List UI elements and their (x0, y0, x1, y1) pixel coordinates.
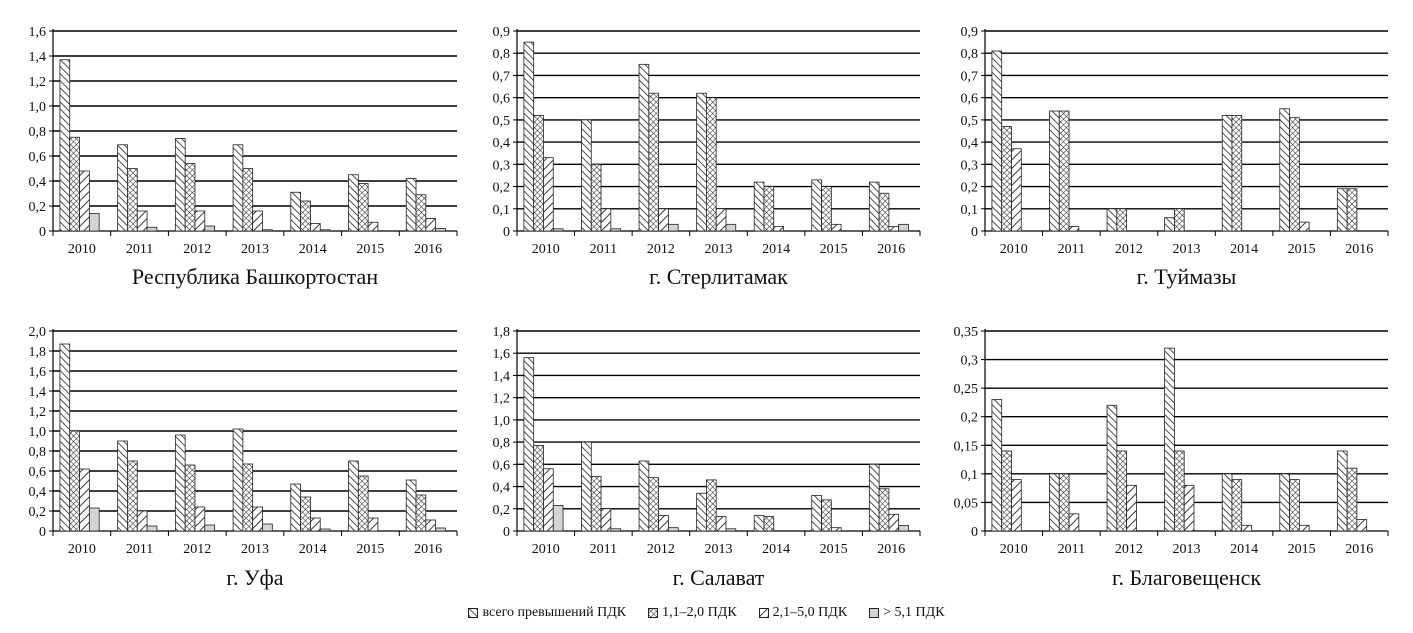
x-tick-label: 2016 (1345, 242, 1374, 257)
y-tick-label: 1,2 (492, 391, 510, 407)
y-tick-label: 0,2 (28, 505, 46, 520)
chart-title: Республика Башкортостан (131, 264, 379, 289)
bar-pdk-2-5-2013 (716, 209, 726, 231)
y-tick-label: 0,8 (492, 436, 510, 452)
legend-item-total (468, 605, 626, 621)
bar-pdk-2-5-2016 (889, 514, 899, 531)
y-tick-label: 0,7 (960, 69, 978, 85)
x-tick-label: 2011 (1057, 542, 1086, 557)
chart-title: г. Стерлитамак (649, 264, 788, 289)
y-tick-label: 0,5 (960, 113, 978, 129)
y-tick-label: 0,2 (28, 200, 46, 215)
legend-swatch-1-2-pdk (648, 608, 658, 618)
y-tick-label: 0,8 (28, 445, 46, 460)
x-tick-label: 2013 (241, 242, 269, 257)
chart-title: г. Благовещенск (1111, 565, 1262, 590)
bar-pdk-1-2-2016 (416, 195, 426, 231)
bar-pdk-over-5-2016 (899, 525, 909, 531)
bar-pdk-1-2-2015 (358, 184, 368, 232)
bar-total-2011 (118, 145, 128, 231)
y-tick-label: 0 (503, 525, 510, 540)
chart-title: г. Туймазы (1136, 264, 1237, 289)
y-tick-label: 1,4 (28, 50, 46, 65)
bar-total-2015 (1280, 474, 1290, 531)
bar-total-2012 (1107, 209, 1117, 231)
bar-pdk-1-2-2012 (1117, 451, 1127, 531)
x-tick-label: 2014 (298, 242, 327, 257)
bar-pdk-1-2-2016 (1347, 189, 1357, 231)
y-tick-label: 0,2 (960, 180, 978, 196)
bar-pdk-2-5-2012 (1127, 485, 1137, 531)
bar-pdk-2-5-2010 (80, 171, 90, 231)
bar-pdk-1-2-2014 (764, 517, 774, 531)
y-tick-label: 0,4 (492, 480, 510, 496)
y-tick-label: 1,6 (28, 25, 46, 40)
y-tick-label: 0,8 (28, 125, 46, 140)
y-tick-label: 1,6 (28, 365, 46, 380)
bar-total-2013 (233, 429, 243, 531)
y-tick-label: 1,8 (492, 325, 510, 340)
x-tick-label: 2012 (183, 242, 212, 257)
y-tick-label: 1,2 (28, 75, 46, 90)
bar-total-2010 (992, 400, 1002, 531)
legend-label-over-5-pdk: > 5,1 ПДК (883, 605, 945, 620)
bar-total-2016 (406, 480, 416, 531)
x-tick-label: 2010 (999, 542, 1028, 557)
bar-pdk-1-2-2010 (70, 137, 80, 231)
bar-total-2016 (1337, 189, 1347, 231)
x-tick-label: 2013 (704, 242, 733, 257)
x-tick-label: 2012 (183, 542, 212, 557)
x-tick-label: 2012 (646, 242, 675, 257)
y-tick-label: 1,4 (28, 385, 46, 400)
bar-pdk-2-5-2014 (310, 224, 320, 232)
legend-item-over-5-pdk (869, 605, 944, 621)
legend-label-2-5-pdk: 2,1–5,0 ПДК (772, 605, 848, 620)
y-tick-label: 0,35 (953, 325, 978, 340)
chart-panels (29, 25, 1389, 590)
bar-pdk-1-2-2011 (1059, 111, 1069, 231)
x-tick-label: 2010 (531, 242, 560, 257)
x-tick-label: 2015 (1287, 542, 1316, 557)
y-tick-label: 0,1 (960, 202, 978, 218)
bar-pdk-2-5-2011 (1069, 227, 1079, 231)
y-tick-label: 0,8 (960, 47, 978, 63)
bar-pdk-1-2-2014 (301, 201, 311, 231)
bar-pdk-over-5-2011 (611, 529, 621, 531)
bar-pdk-2-5-2015 (831, 528, 841, 531)
bar-pdk-over-5-2013 (726, 529, 736, 531)
bar-pdk-1-2-2013 (243, 464, 253, 531)
y-tick-label: 1,8 (28, 345, 46, 360)
bar-pdk-2-5-2014 (774, 227, 784, 231)
bar-pdk-1-2-2010 (534, 445, 544, 531)
chart-panel-5 (493, 325, 921, 590)
bar-pdk-1-2-2014 (764, 187, 774, 231)
bar-total-2016 (1337, 451, 1347, 531)
bar-pdk-1-2-2010 (1002, 127, 1012, 231)
bar-pdk-1-2-2011 (127, 169, 137, 232)
bar-pdk-over-5-2012 (668, 224, 678, 231)
bar-pdk-2-5-2014 (1242, 525, 1252, 531)
y-tick-label: 0,4 (492, 136, 510, 152)
bar-total-2012 (639, 461, 649, 531)
x-tick-label: 2016 (414, 242, 443, 257)
x-tick-label: 2014 (1230, 242, 1259, 257)
bar-pdk-2-5-2011 (137, 211, 147, 231)
bar-total-2013 (1165, 218, 1175, 231)
bar-total-2011 (118, 441, 128, 531)
bar-total-2012 (1107, 405, 1117, 531)
bar-total-2014 (291, 484, 301, 531)
y-tick-label: 0,2 (960, 410, 978, 426)
y-tick-label: 0,7 (492, 69, 510, 85)
bar-pdk-2-5-2016 (1357, 520, 1367, 531)
bar-total-2015 (812, 180, 822, 231)
bar-pdk-1-2-2013 (1174, 209, 1184, 231)
bar-pdk-1-2-2010 (1002, 451, 1012, 531)
x-tick-label: 2014 (1230, 542, 1259, 557)
x-tick-label: 2015 (1287, 242, 1316, 257)
x-tick-label: 2010 (531, 542, 560, 557)
bar-pdk-over-5-2010 (553, 229, 563, 231)
x-tick-label: 2015 (819, 242, 848, 257)
bar-total-2010 (524, 42, 534, 231)
bar-pdk-2-5-2012 (195, 211, 205, 231)
bar-total-2016 (869, 464, 879, 531)
bar-pdk-over-5-2012 (668, 528, 678, 531)
y-tick-label: 0,9 (492, 25, 510, 40)
bar-pdk-1-2-2015 (1290, 480, 1300, 531)
bar-pdk-2-5-2012 (195, 507, 205, 531)
legend-label-total: всего превышений ПДК (482, 605, 627, 620)
x-tick-label: 2012 (1114, 542, 1143, 557)
y-tick-label: 0,4 (28, 175, 46, 190)
bar-pdk-1-2-2013 (243, 169, 253, 232)
x-tick-label: 2013 (1172, 242, 1201, 257)
bar-pdk-2-5-2013 (253, 507, 263, 531)
y-tick-label: 1,6 (492, 347, 510, 363)
bar-pdk-over-5-2011 (147, 526, 157, 531)
y-tick-label: 1,0 (28, 425, 46, 440)
bar-total-2013 (697, 493, 707, 531)
y-tick-label: 0,6 (492, 91, 510, 107)
bar-pdk-2-5-2013 (1184, 485, 1194, 531)
y-tick-label: 1,0 (28, 100, 46, 115)
bar-pdk-1-2-2012 (185, 164, 195, 232)
y-tick-label: 0,4 (28, 485, 46, 500)
bar-total-2014 (754, 515, 764, 531)
bar-pdk-1-2-2010 (70, 431, 80, 531)
x-tick-label: 2010 (67, 542, 96, 557)
bar-pdk-2-5-2012 (659, 209, 669, 231)
bar-pdk-over-5-2011 (611, 229, 621, 231)
bar-pdk-2-5-2016 (426, 219, 436, 232)
y-tick-label: 1,2 (28, 405, 46, 420)
y-tick-label: 0 (971, 525, 978, 540)
bar-pdk-1-2-2015 (822, 187, 832, 231)
bar-pdk-2-5-2011 (1069, 514, 1079, 531)
y-tick-label: 1,0 (492, 413, 510, 429)
bar-pdk-2-5-2015 (831, 224, 841, 231)
x-tick-label: 2013 (241, 542, 269, 557)
bar-pdk-over-5-2010 (89, 214, 99, 232)
legend-item-2-5-pdk (759, 605, 848, 621)
bar-total-2012 (175, 139, 185, 232)
bar-pdk-2-5-2015 (1299, 222, 1309, 231)
x-tick-label: 2015 (356, 542, 385, 557)
bar-total-2011 (581, 442, 591, 531)
bar-pdk-over-5-2016 (899, 224, 909, 231)
bar-pdk-1-2-2016 (879, 193, 889, 231)
y-tick-label: 0,3 (492, 158, 510, 174)
x-tick-label: 2016 (414, 542, 443, 557)
x-tick-label: 2011 (125, 542, 154, 557)
bar-pdk-2-5-2014 (310, 518, 320, 531)
bar-pdk-1-2-2014 (1232, 115, 1242, 231)
y-tick-label: 0 (39, 525, 46, 540)
chart-panel-2 (493, 25, 921, 289)
bar-total-2012 (639, 64, 649, 231)
bar-pdk-1-2-2012 (649, 93, 659, 231)
chart-legend (0, 600, 1413, 626)
bar-total-2011 (581, 120, 591, 231)
bar-total-2010 (524, 358, 534, 531)
chart-panel-6 (954, 325, 1389, 590)
y-tick-label: 0 (503, 225, 510, 240)
legend-item-1-2-pdk (648, 605, 737, 621)
bar-pdk-2-5-2010 (1011, 149, 1021, 231)
bar-pdk-1-2-2011 (591, 477, 601, 531)
bar-total-2014 (1222, 474, 1232, 531)
y-tick-label: 0,4 (960, 136, 978, 152)
chart-panel-4 (29, 325, 458, 590)
bar-pdk-over-5-2014 (320, 529, 330, 531)
x-tick-label: 2012 (1114, 242, 1143, 257)
legend-swatch-total (468, 608, 478, 618)
y-tick-label: 0 (39, 225, 46, 240)
bar-pdk-2-5-2011 (601, 509, 611, 531)
bar-pdk-over-5-2011 (147, 227, 157, 231)
x-tick-label: 2016 (1345, 542, 1374, 557)
bar-total-2010 (992, 51, 1002, 231)
bar-total-2016 (869, 182, 879, 231)
bar-pdk-over-5-2013 (263, 524, 273, 531)
y-tick-label: 0,3 (960, 158, 978, 174)
bar-pdk-1-2-2012 (185, 465, 195, 531)
y-tick-label: 0,05 (953, 496, 978, 512)
y-tick-label: 0,1 (492, 202, 510, 218)
bar-pdk-1-2-2011 (1059, 474, 1069, 531)
bar-pdk-2-5-2016 (426, 520, 436, 531)
bar-pdk-1-2-2015 (1290, 118, 1300, 231)
bar-pdk-1-2-2015 (358, 476, 368, 531)
bar-pdk-1-2-2011 (591, 164, 601, 231)
bar-total-2016 (406, 179, 416, 232)
x-tick-label: 2011 (125, 242, 154, 257)
bar-total-2015 (348, 175, 358, 231)
y-tick-label: 0,3 (960, 353, 978, 369)
bar-total-2010 (60, 344, 70, 531)
bar-pdk-2-5-2015 (1299, 525, 1309, 531)
bar-pdk-over-5-2014 (320, 230, 330, 231)
y-tick-label: 0,9 (960, 25, 978, 40)
bar-pdk-over-5-2010 (553, 505, 563, 531)
x-tick-label: 2012 (646, 542, 675, 557)
bar-pdk-1-2-2016 (879, 489, 889, 531)
x-tick-label: 2011 (1057, 242, 1086, 257)
bar-total-2011 (1049, 474, 1059, 531)
bar-pdk-over-5-2016 (436, 229, 446, 232)
x-tick-label: 2015 (819, 542, 848, 557)
y-tick-label: 0 (971, 225, 978, 240)
chart-title: г. Уфа (226, 565, 284, 590)
bar-pdk-1-2-2013 (706, 98, 716, 231)
bar-pdk-1-2-2013 (706, 480, 716, 531)
y-tick-label: 1,4 (492, 369, 510, 385)
bar-pdk-1-2-2012 (1117, 209, 1127, 231)
bar-pdk-1-2-2014 (301, 497, 311, 531)
bar-pdk-over-5-2016 (436, 528, 446, 531)
y-tick-label: 0,6 (960, 91, 978, 107)
legend-swatch-over-5-pdk (869, 608, 879, 618)
legend-swatch-2-5-pdk (759, 608, 769, 618)
x-tick-label: 2011 (589, 542, 618, 557)
x-tick-label: 2014 (762, 542, 791, 557)
bar-pdk-over-5-2012 (205, 226, 215, 231)
bar-total-2011 (1049, 111, 1059, 231)
x-tick-label: 2010 (999, 242, 1028, 257)
bar-pdk-2-5-2011 (601, 209, 611, 231)
bar-pdk-over-5-2012 (205, 525, 215, 531)
bar-pdk-1-2-2011 (127, 461, 137, 531)
bar-pdk-2-5-2011 (137, 511, 147, 531)
bar-pdk-2-5-2016 (889, 227, 899, 231)
y-tick-label: 0,6 (28, 150, 46, 165)
bar-pdk-2-5-2015 (368, 222, 378, 231)
bar-total-2015 (812, 495, 822, 531)
bar-total-2014 (1222, 115, 1232, 231)
bar-pdk-1-2-2013 (1174, 451, 1184, 531)
bar-pdk-1-2-2015 (822, 500, 832, 531)
chart-panel-3 (961, 25, 1389, 289)
y-tick-label: 0,1 (960, 467, 978, 483)
bar-pdk-2-5-2010 (543, 158, 553, 231)
bar-pdk-2-5-2013 (253, 211, 263, 231)
y-tick-label: 0,5 (492, 113, 510, 129)
y-tick-label: 0,2 (492, 502, 510, 518)
bar-total-2013 (233, 145, 243, 231)
bar-pdk-2-5-2010 (1011, 480, 1021, 531)
y-tick-label: 0,6 (492, 458, 510, 474)
x-tick-label: 2011 (589, 242, 618, 257)
legend-label-1-2-pdk: 1,1–2,0 ПДК (662, 605, 737, 620)
y-tick-label: 0,6 (28, 465, 46, 480)
y-tick-label: 0,15 (953, 439, 978, 455)
chart-title: г. Салават (672, 565, 765, 590)
bar-pdk-2-5-2010 (80, 469, 90, 531)
bar-total-2014 (754, 182, 764, 231)
bar-pdk-over-5-2013 (726, 224, 736, 231)
y-tick-label: 0,2 (492, 180, 510, 196)
y-tick-label: 2,0 (28, 325, 46, 340)
x-tick-label: 2013 (1172, 542, 1201, 557)
bar-total-2012 (175, 435, 185, 531)
bar-total-2013 (1165, 348, 1175, 531)
bar-pdk-1-2-2010 (534, 115, 544, 231)
bar-total-2010 (60, 60, 70, 231)
chart-panel-1 (29, 25, 458, 289)
bar-pdk-1-2-2012 (649, 478, 659, 531)
y-tick-label: 0,25 (953, 382, 978, 398)
x-tick-label: 2016 (877, 242, 906, 257)
x-tick-label: 2016 (877, 542, 906, 557)
bar-total-2015 (1280, 109, 1290, 231)
bar-total-2014 (291, 192, 301, 231)
bar-pdk-1-2-2016 (416, 495, 426, 531)
bar-pdk-2-5-2012 (659, 515, 669, 531)
x-tick-label: 2014 (762, 242, 791, 257)
bar-total-2015 (348, 461, 358, 531)
x-tick-label: 2014 (298, 542, 327, 557)
bar-pdk-over-5-2010 (89, 508, 99, 531)
bar-pdk-2-5-2013 (716, 517, 726, 531)
bar-total-2013 (697, 93, 707, 231)
x-tick-label: 2010 (67, 242, 96, 257)
bar-pdk-over-5-2013 (263, 230, 273, 231)
y-tick-label: 0,8 (492, 47, 510, 63)
x-tick-label: 2015 (356, 242, 385, 257)
bar-pdk-1-2-2014 (1232, 480, 1242, 531)
x-tick-label: 2013 (704, 542, 733, 557)
bar-pdk-2-5-2015 (368, 518, 378, 531)
bar-pdk-1-2-2016 (1347, 468, 1357, 531)
bar-pdk-2-5-2010 (543, 469, 553, 531)
